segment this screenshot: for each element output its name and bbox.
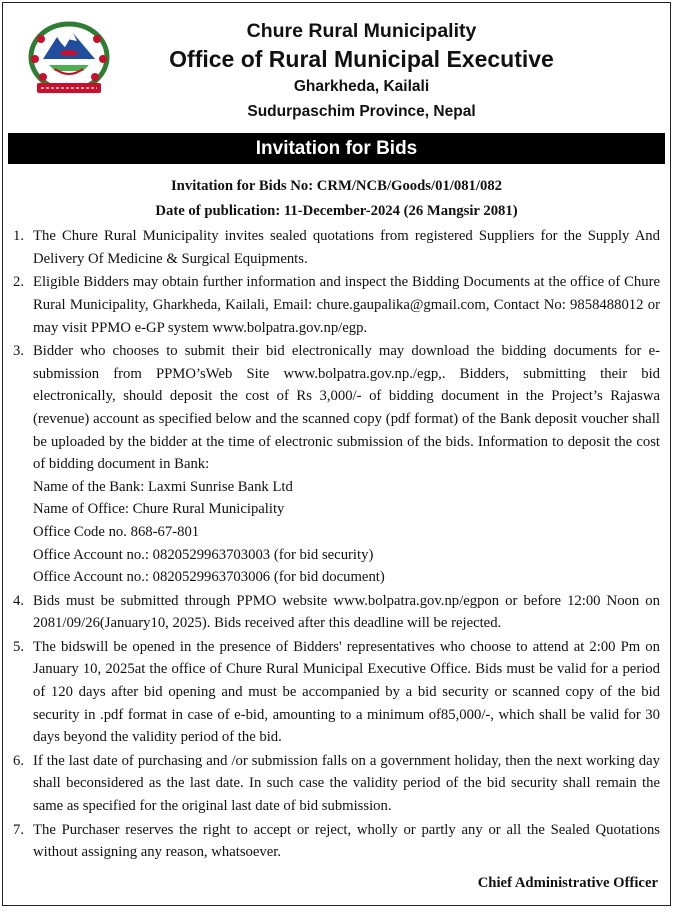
- item-number: 6.: [13, 752, 25, 769]
- notice-body: [3, 175, 670, 865]
- signatory-title: Chief Administrative Officer: [477, 875, 658, 891]
- item-number: 4.: [13, 592, 25, 609]
- list-item: [3, 340, 670, 589]
- list-item: [3, 271, 670, 339]
- location: Gharkheda, Kailali: [293, 78, 430, 95]
- item-text: Bidder who chooses to submit their bid electronically may download the bidding documents for e-submission from PPMO’sWeb Site www.bolpatra.gov.np./egp,. Bidders, submitting their bid electronically, should deposit the cost of Rs 3,000/- of bidding document in the Project’s Rajaswa (revenue) account as specified below and the scanned copy (pdf format) of the Bank deposit voucher shall be uploaded by the bidder at the time of electronic submission of the bids. Information to deposit the cost of bidding document in Bank:: [33, 343, 660, 473]
- list-item: [3, 636, 670, 749]
- list-item: [3, 225, 670, 270]
- list-item: [3, 819, 670, 864]
- item-text: Bids must be submitted through PPMO website www.bolpatra.gov.np/egpon or before 12:00 Noon on 2081/09/26(January10, 2025). Bids received after this deadline will be rejected.: [33, 592, 660, 632]
- office-name: Office of Rural Municipal Executive: [169, 46, 554, 72]
- item-number: 1.: [13, 228, 25, 245]
- item-number: 7.: [13, 821, 25, 838]
- item-number: 2.: [13, 274, 25, 291]
- list-item: [3, 590, 670, 635]
- item-number: 3.: [13, 343, 25, 360]
- bank-name: Name of the Bank: Laxmi Sunrise Bank Ltd: [33, 478, 293, 495]
- item-text: The bidswill be opened in the presence of Bidders' representatives who choose to attend at 2:00 Pm on January 10, 2025at the office of Chure Rural Municipal Executive Office. Bids must be valid for a period of 120 days after bid opening and must be accompanied by a bid security or scanned copy of the bid security in .pdf format in case of e-bid, amounting to a minimum of85,000/-, which shall be valid for 30 days beyond the validity period of the bid.: [33, 638, 660, 746]
- item-text: Eligible Bidders may obtain further information and inspect the Bidding Documents at the office of Chure Rural Municipality, Gharkheda, Kailali, Email: chure.gaupalika@gmail.com, Contact No: 9858488012 or may visit PPMO e-GP system www.bolpatra.gov.np/egp.: [33, 274, 660, 336]
- province: Sudurpaschim Province, Nepal: [247, 103, 476, 120]
- bank-account-security: Office Account no.: 0820529963703003 (for bid security): [33, 546, 374, 563]
- notice-page: [2, 2, 671, 906]
- item-text: If the last date of purchasing and /or submission falls on a government holiday, then the next working day shall beconsidered as the last date. In such case the validity period of the bid security shall remain the same as specified for the original last date of bid submission.: [33, 752, 660, 815]
- notice-banner: Invitation for Bids: [8, 133, 665, 164]
- item-number: 5.: [13, 638, 25, 655]
- bank-account-document: Office Account no.: 0820529963703006 (for bid document): [33, 569, 385, 586]
- bank-office-name: Name of Office: Chure Rural Municipality: [33, 501, 285, 518]
- letterhead: [3, 3, 670, 131]
- notice-items: [3, 225, 670, 864]
- list-item: [3, 750, 670, 818]
- item-text: The Chure Rural Municipality invites sealed quotations from registered Suppliers for the Supply And Delivery Of Medicine & Surgical Equipments.: [33, 228, 660, 267]
- bank-office-code: Office Code no. 868-67-801: [33, 523, 200, 540]
- bid-number: Invitation for Bids No: CRM/NCB/Goods/01/081/082: [170, 178, 503, 194]
- municipality-name: Chure Rural Municipality: [246, 20, 477, 42]
- publication-date: Date of publication: 11-December-2024 (26 Mangsir 2081): [155, 202, 518, 219]
- item-text: The Purchaser reserves the right to accept or reject, wholly or partly any or all the Sealed Quotations without assigning any reason, whatsoever.: [33, 821, 660, 861]
